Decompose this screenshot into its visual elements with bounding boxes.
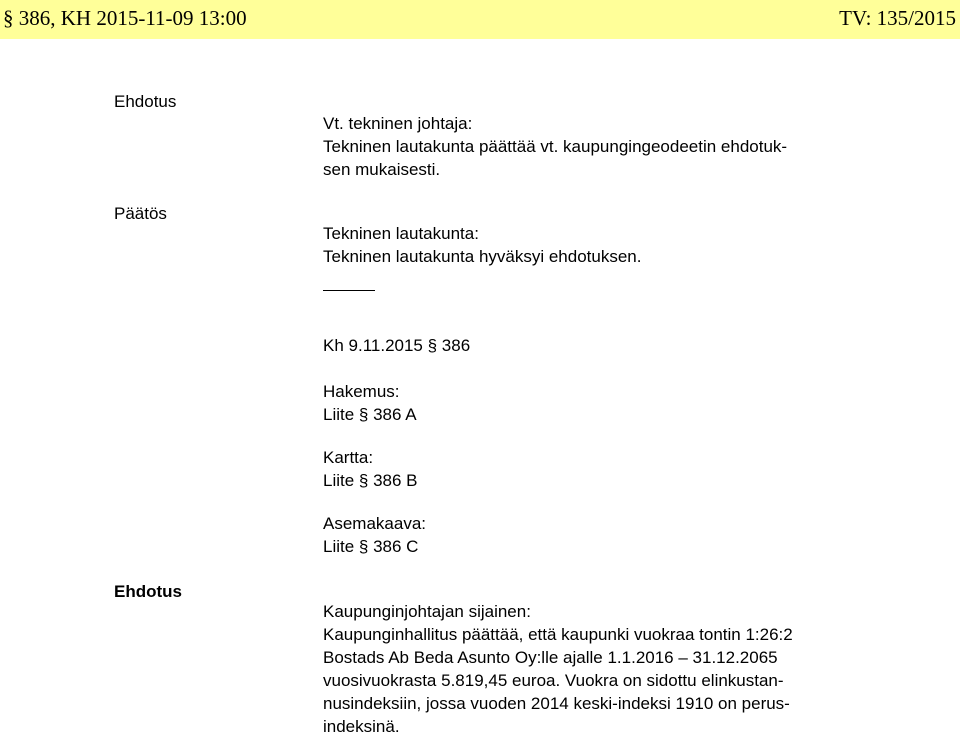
attachment-title: Asemakaava: [323,514,426,533]
text-line: Bostads Ab Beda Asunto Oy:lle ajalle 1.1.2016 – 31.12.2065 [323,648,778,667]
text-line: Tekninen lautakunta: [323,224,479,243]
kh-line: Kh 9.11.2015 § 386 [323,336,471,355]
label-ehdotus-bold: Ehdotus [114,582,182,601]
label-paatos: Päätös [114,204,167,223]
text-line: indeksinä. [323,717,400,736]
text-line: sen mukaisesti. [323,160,441,179]
attachment-hakemus [323,380,417,426]
divider-line [323,290,375,291]
text-line: Kaupunginjohtajan sijainen: [323,602,531,621]
city-manager-proposal [323,600,793,738]
attachment-title: Hakemus: [323,382,400,401]
attachment-title: Kartta: [323,448,374,467]
proposal-block [323,112,787,181]
text-line: Vt. tekninen johtaja: [323,114,473,133]
header-page-ref: TV: 135/2015 [839,6,956,30]
kh-reference [323,334,470,357]
header-section-ref: § 386, KH 2015-11-09 13:00 [3,6,247,30]
text-line: Kaupunginhallitus päättää, että kaupunki vuokraa tontin 1:26:2 [323,625,793,644]
text-line: vuosivuokrasta 5.819,45 euroa. Vuokra on sidottu elinkustan- [323,671,784,690]
attachment-ref: Liite § 386 C [323,537,419,556]
text-line: Tekninen lautakunta hyväksyi ehdotuksen. [323,247,642,266]
attachment-ref: Liite § 386 A [323,405,417,424]
text-line: nusindeksiin, jossa vuoden 2014 keski-indeksi 1910 on perus- [323,694,790,713]
attachment-kartta [323,446,418,492]
page-header [0,0,960,39]
label-ehdotus: Ehdotus [114,92,177,111]
text-line: Tekninen lautakunta päättää vt. kaupungingeodeetin ehdotuk- [323,137,788,156]
attachment-asemakaava [323,512,426,558]
decision-block [323,222,641,268]
attachment-ref: Liite § 386 B [323,471,418,490]
